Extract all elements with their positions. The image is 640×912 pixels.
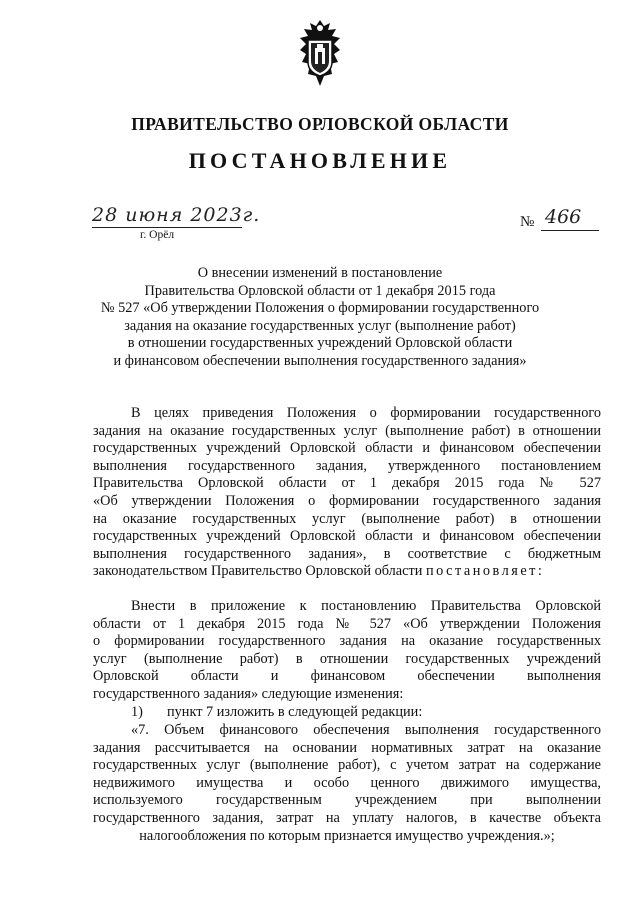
- paragraph-line: используемого государственным учреждением при выполнении: [93, 792, 601, 809]
- handwritten-date: 28 июня 2023г.: [92, 204, 261, 226]
- paragraph-line: государственных услуг (выполнение работ), с учетом затрат на содержание: [93, 757, 601, 774]
- paragraph-line: налогообложения по которым признается имущество учреждения.»;: [139, 827, 555, 844]
- subject-line: задания на оказание государственных услуг (выполнение работ): [124, 317, 516, 334]
- number-label: №: [520, 214, 535, 230]
- subject-line: и финансовом обеспечении выполнения государственного задания»: [113, 352, 527, 369]
- coat-of-arms-emblem: [294, 18, 346, 88]
- amendment-paragraph: [93, 598, 601, 704]
- document-subject: [80, 265, 560, 371]
- subject-line: О внесении изменений в постановление: [197, 265, 443, 281]
- date-underline: [92, 227, 242, 228]
- document-type-title: ПОСТАНОВЛЕНИЕ: [188, 148, 452, 173]
- paragraph-line: Правительства Орловской области от 1 декабря 2015 года № 527: [93, 475, 601, 492]
- paragraph-line: о формировании государственного задания на оказание государственных: [93, 633, 601, 650]
- paragraph-line: государственных учреждений Орловской области и финансовом обеспечении: [93, 528, 601, 545]
- paragraph-line: государственных учреждений Орловской области и финансовом обеспечении: [93, 440, 601, 457]
- number-underline: [541, 230, 599, 231]
- paragraph-line: «Об утверждении Положения о формировании государственного задания: [93, 492, 601, 509]
- resolves-word: постановляет:: [425, 563, 545, 580]
- new-clause-paragraph: [93, 722, 601, 845]
- paragraph-line-final: [93, 563, 601, 581]
- organization-title: ПРАВИТЕЛЬСТВО ОРЛОВСКОЙ ОБЛАСТИ: [131, 114, 509, 134]
- paragraph-line: недвижимого имущества и особо ценного движимого имущества,: [93, 774, 601, 791]
- paragraph-line: задания на оказание государственных услуг (выполнение работ) в отношении: [93, 422, 601, 439]
- list-item: [93, 704, 601, 722]
- subject-line: в отношении государственных учреждений Орловской области: [127, 335, 513, 352]
- preamble-paragraph: [93, 405, 601, 581]
- item-text: пункт 7 изложить в следующей редакции:: [167, 704, 423, 720]
- enacting-clause: законодательством Правительство Орловской области: [93, 563, 423, 580]
- item-number: 1): [131, 704, 143, 720]
- subject-line: № 527 «Об утверждении Положения о формировании государственного: [100, 300, 540, 317]
- handwritten-number: 466: [545, 206, 582, 228]
- paragraph-line: государственного задания, затрат на уплату налогов, в качестве объекта: [93, 809, 601, 826]
- paragraph-line: Орловской области и финансовом обеспечении выполнения: [93, 668, 601, 685]
- paragraph-line: «7. Объем финансового обеспечения выполнения государственного: [131, 722, 601, 738]
- paragraph-line: задания рассчитывается на основании нормативных затрат на оказание: [93, 739, 601, 756]
- subject-line: Правительства Орловской области от 1 декабря 2015 года: [144, 282, 496, 299]
- paragraph-line: на оказание государственных услуг (выполнение работ) в отношении: [93, 510, 601, 527]
- paragraph-line: В целях приведения Положения о формировании государственного: [131, 405, 601, 421]
- paragraph-line: выполнения государственного задания», в соответствие с бюджетным: [93, 545, 601, 562]
- paragraph-line: Внести в приложение к постановлению Правительства Орловской: [131, 598, 601, 614]
- paragraph-line: области от 1 декабря 2015 года № 527 «Об утверждении Положения: [93, 615, 601, 632]
- city-label: г. Орёл: [140, 229, 175, 241]
- paragraph-line: услуг (выполнение работ) в отношении государственных учреждений: [93, 650, 601, 667]
- paragraph-line: выполнения государственного задания, утвержденного постановлением: [93, 457, 601, 474]
- paragraph-line: государственного задания» следующие изменения:: [93, 685, 404, 702]
